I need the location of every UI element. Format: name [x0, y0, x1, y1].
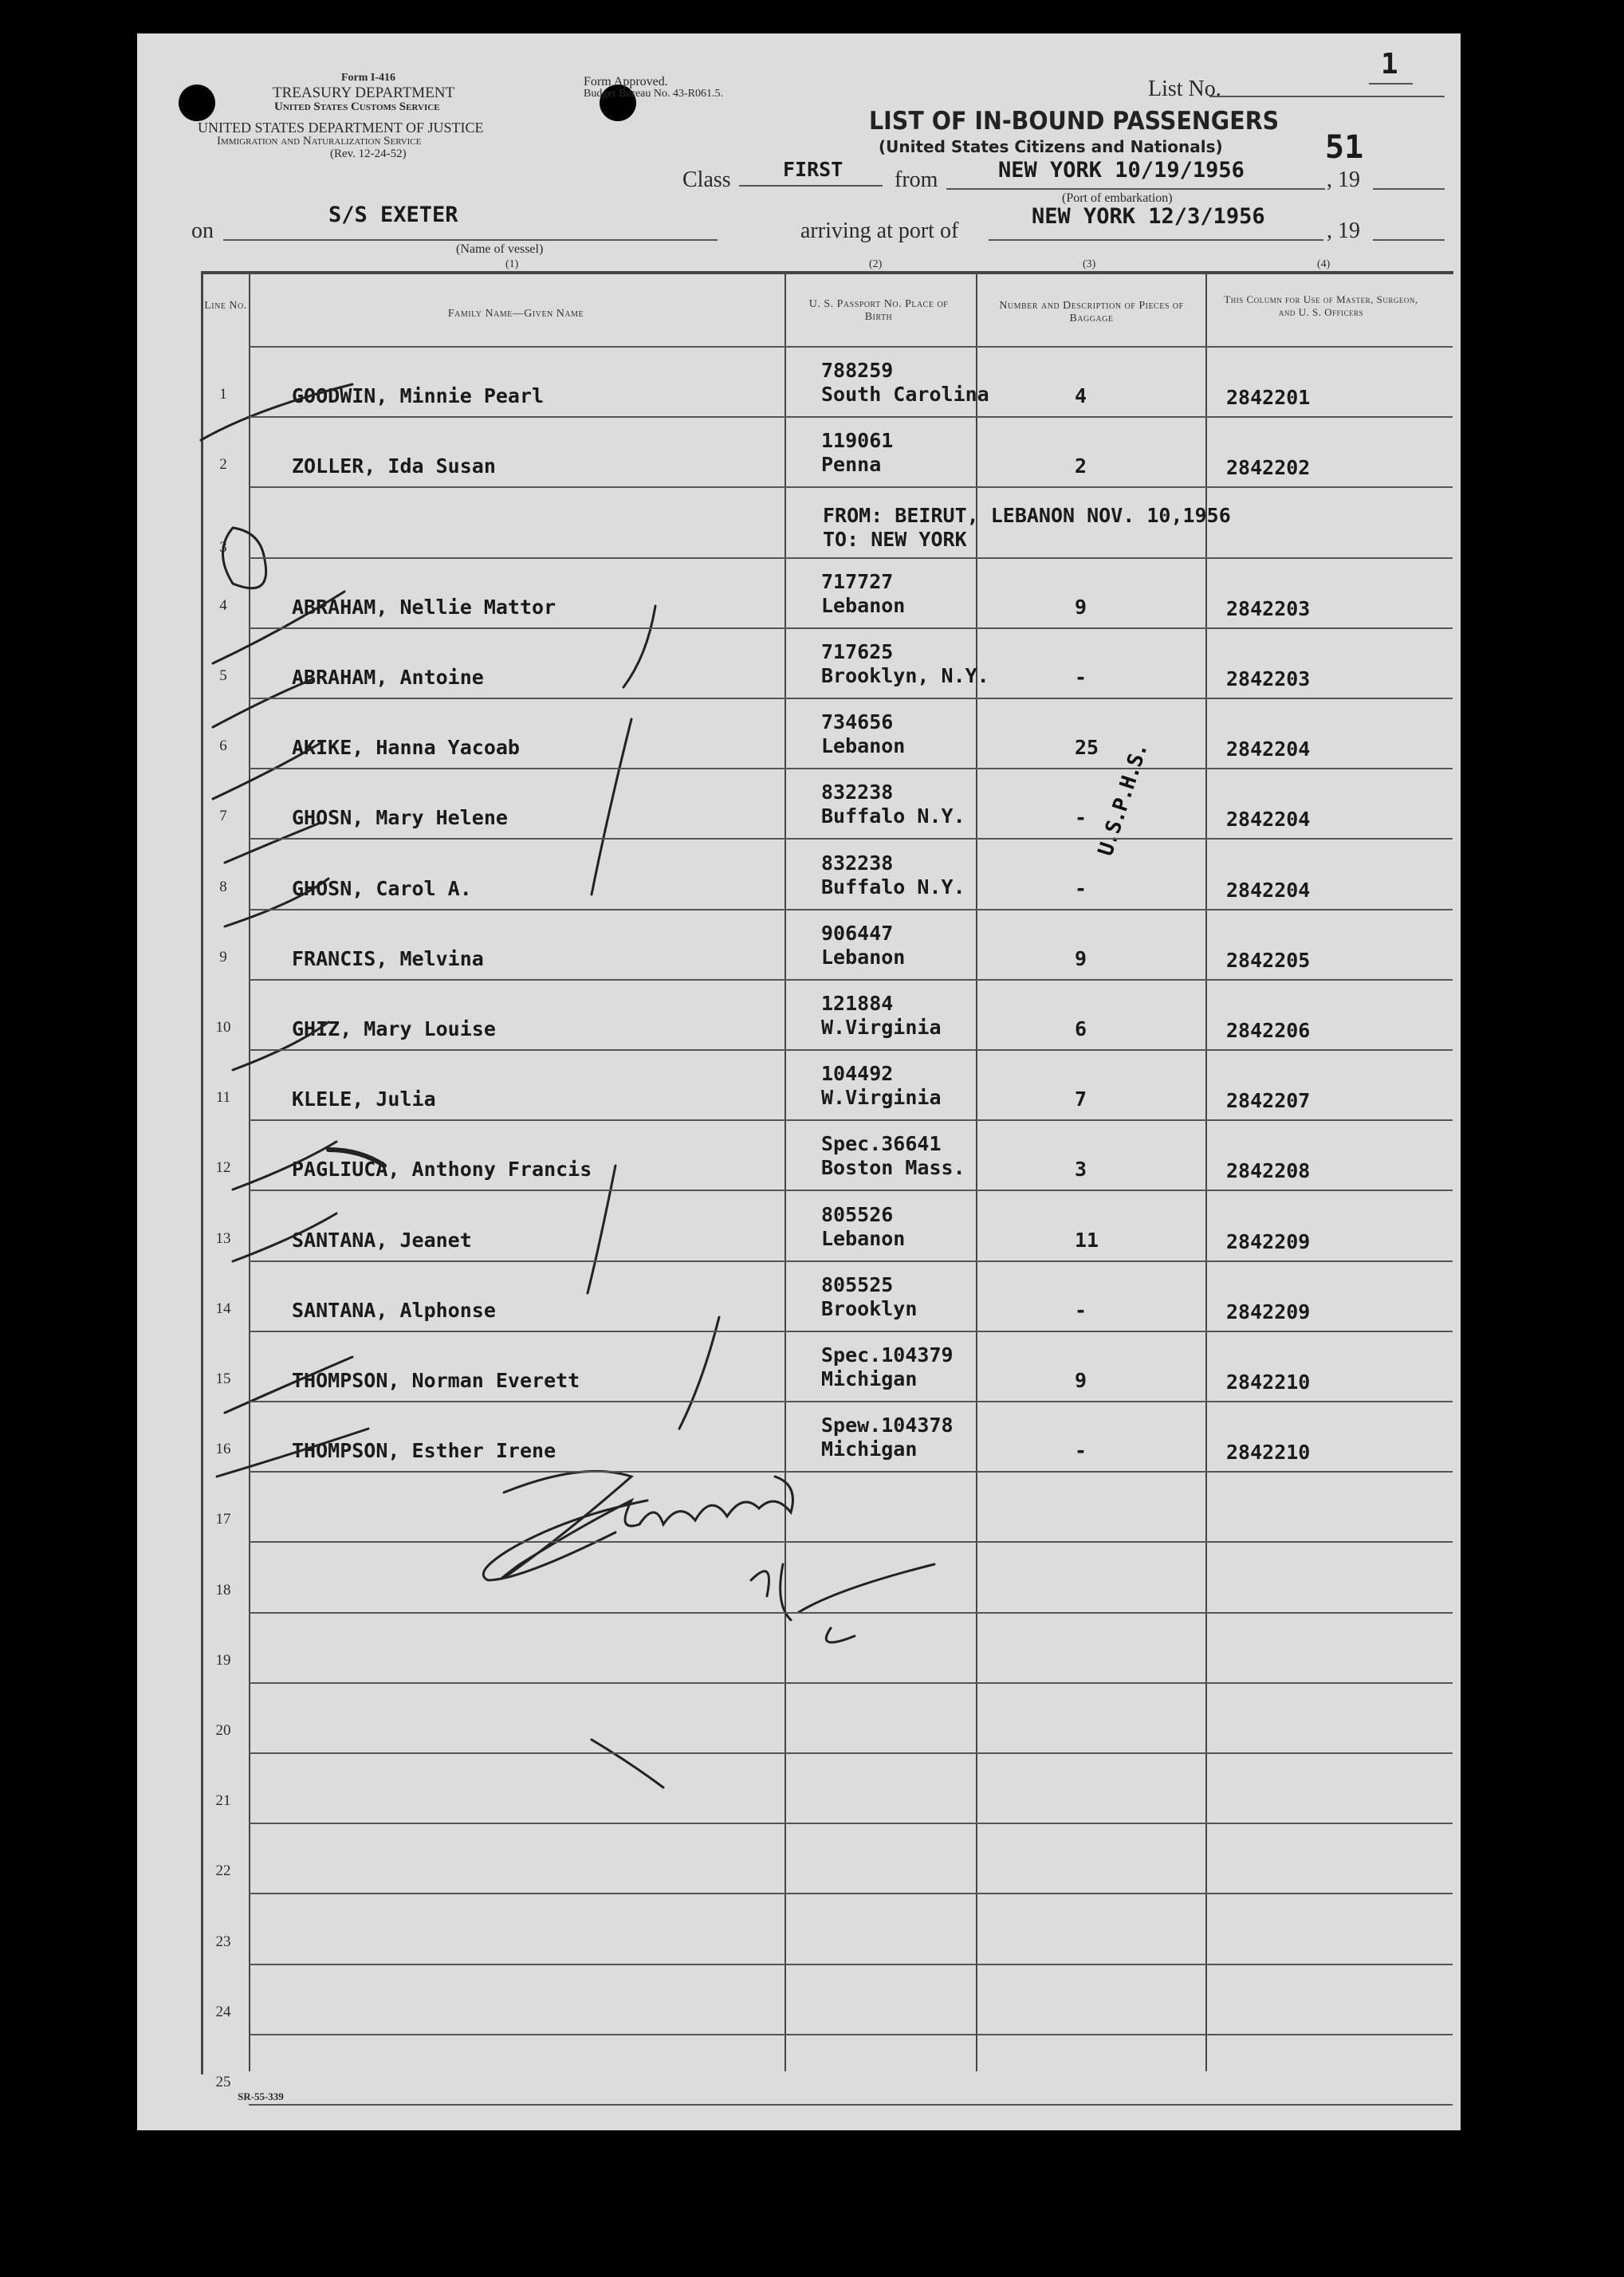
- place-of-birth: W.Virginia: [821, 1016, 942, 1039]
- passport-number: 104492: [821, 1062, 894, 1086]
- line-number: 7: [219, 808, 227, 825]
- row-rule: [249, 1471, 1453, 1473]
- passenger-name: AKIKE, Hanna Yacoab: [292, 736, 520, 760]
- passport-number: Spew.104378: [821, 1414, 954, 1437]
- passport-number: Spec.104379: [821, 1343, 954, 1367]
- column-header-baggage: Number and Description of Pieces of Baggage: [999, 300, 1184, 324]
- passenger-name: ZOLLER, Ida Susan: [292, 454, 496, 478]
- place-of-birth: Penna: [821, 453, 882, 477]
- class-label: Class: [682, 167, 731, 192]
- line-number: 23: [215, 1933, 231, 1950]
- passenger-name: ABRAHAM, Nellie Mattor: [292, 595, 556, 619]
- officer-code: 2842201: [1226, 386, 1311, 410]
- row-rule: [249, 1541, 1453, 1543]
- baggage-count: 4: [1075, 384, 1087, 408]
- column-number-1: (1): [505, 258, 519, 270]
- column-number-3: (3): [1083, 258, 1096, 270]
- line-number: 2: [219, 456, 227, 474]
- line-number: 19: [215, 1651, 231, 1669]
- column-header-officers: This Column for Use of Master, Surgeon, and U. S. Officers: [1224, 293, 1418, 318]
- customs-service: United States Customs Service: [274, 100, 440, 113]
- line-number: 14: [215, 1300, 231, 1317]
- baggage-count: 2: [1075, 454, 1087, 478]
- officer-code: 2842209: [1226, 1229, 1311, 1253]
- row-rule: [249, 1682, 1453, 1684]
- passport-number: 717727: [821, 569, 894, 593]
- column-header-name: Family Name—Given Name: [447, 308, 584, 320]
- row-rule: [249, 416, 1453, 418]
- line-number-3: 3: [219, 539, 227, 556]
- baggage-count: 11: [1075, 1228, 1099, 1252]
- route-from: FROM: BEIRUT, LEBANON NOV. 10,1956: [823, 504, 1231, 527]
- vessel-name: S/S EXETER: [328, 203, 458, 227]
- treasury-department: TREASURY DEPARTMENT: [273, 85, 455, 101]
- column-header-passport: U. S. Passport No. Place of Birth: [808, 298, 949, 323]
- baggage-count: -: [1075, 1298, 1087, 1322]
- row-rule: [249, 1049, 1453, 1051]
- row-rule: [249, 627, 1453, 629]
- place-of-birth: Brooklyn: [821, 1296, 918, 1320]
- baggage-count: 3: [1075, 1158, 1087, 1182]
- passenger-name: SANTANA, Alphonse: [292, 1298, 496, 1322]
- baggage-count: 6: [1075, 1017, 1087, 1040]
- officer-code: 2842203: [1226, 667, 1311, 690]
- form-approved: Form Approved.: [584, 75, 668, 88]
- baggage-count: -: [1075, 806, 1087, 830]
- column-header-line-no: Line No.: [204, 300, 247, 312]
- arriving-label: arriving at port of: [800, 218, 959, 243]
- row-rule: [249, 909, 1453, 910]
- passenger-name: FRANCIS, Melvina: [292, 946, 484, 970]
- place-of-birth: Michigan: [821, 1437, 918, 1461]
- line-number: 1: [219, 386, 227, 403]
- officer-code: 2842204: [1226, 878, 1311, 902]
- passport-number: 832238: [821, 851, 894, 875]
- list-no-label: List No.: [1148, 77, 1221, 101]
- officer-code: 2842206: [1226, 1019, 1311, 1042]
- row-rule: [249, 1331, 1453, 1332]
- line-number: 16: [215, 1441, 231, 1458]
- officer-code: 2842203: [1226, 596, 1311, 620]
- line-number: 10: [215, 1019, 231, 1036]
- line-number: 5: [219, 667, 227, 684]
- passenger-name: THOMPSON, Esther Irene: [292, 1439, 556, 1463]
- list-number: 51: [1325, 129, 1364, 166]
- place-of-birth: South Carolina: [821, 383, 989, 407]
- passport-number: Spec.36641: [821, 1132, 942, 1156]
- officer-code: 2842204: [1226, 808, 1311, 832]
- passenger-list-sheet: [137, 33, 1461, 2130]
- passport-number: 734656: [821, 710, 894, 734]
- class-value: FIRST: [783, 158, 843, 181]
- passenger-name: GOODWIN, Minnie Pearl: [292, 384, 545, 408]
- line-number: 18: [215, 1581, 231, 1599]
- row-rule: [249, 1119, 1453, 1121]
- column-number-4: (4): [1317, 258, 1331, 270]
- baggage-count: 25: [1075, 736, 1099, 760]
- officer-code: 2842209: [1226, 1300, 1311, 1323]
- baggage-count: 9: [1075, 1369, 1087, 1392]
- passenger-name: PAGLIUCA, Anthony Francis: [292, 1158, 592, 1182]
- row-rule: [249, 1260, 1453, 1262]
- passenger-name: GHIZ, Mary Louise: [292, 1017, 496, 1040]
- place-of-birth: Buffalo N.Y.: [821, 804, 965, 828]
- form-number: Form I-416: [341, 72, 396, 84]
- place-of-birth: Buffalo N.Y.: [821, 875, 965, 899]
- baggage-count: 9: [1075, 946, 1087, 970]
- line-number: 20: [215, 1722, 231, 1739]
- passport-number: 832238: [821, 781, 894, 804]
- place-of-birth: Lebanon: [821, 734, 906, 758]
- line-number: 22: [215, 1862, 231, 1880]
- officer-code: 2842210: [1226, 1371, 1311, 1394]
- on-label: on: [191, 218, 214, 243]
- baggage-count: 7: [1075, 1087, 1087, 1111]
- row-rule: [249, 2034, 1453, 2035]
- passenger-name: SANTANA, Jeanet: [292, 1228, 472, 1252]
- baggage-count: -: [1075, 876, 1087, 900]
- form-subtitle: (United States Citizens and Nationals): [879, 137, 1223, 156]
- punch-hole-left: [179, 85, 215, 121]
- passport-number: 805525: [821, 1272, 894, 1296]
- passenger-name: ABRAHAM, Antoine: [292, 666, 484, 689]
- row-rule: [249, 1964, 1453, 1965]
- row-rule: [249, 979, 1453, 981]
- line-number: 12: [215, 1159, 231, 1177]
- form-revision: (Rev. 12-24-52): [330, 147, 407, 160]
- passenger-name: KLELE, Julia: [292, 1087, 436, 1111]
- baggage-count: 9: [1075, 595, 1087, 619]
- line-number: 6: [219, 737, 227, 755]
- row-rule: [249, 557, 1453, 559]
- officer-code: 2842207: [1226, 1089, 1311, 1113]
- passport-number: 788259: [821, 359, 894, 383]
- passport-number: 906447: [821, 921, 894, 945]
- line-number: 21: [215, 1792, 231, 1810]
- row-rule: [249, 1823, 1453, 1824]
- vessel-name-label: (Name of vessel): [456, 242, 544, 256]
- place-of-birth: Lebanon: [821, 593, 906, 617]
- from-label: from: [895, 167, 938, 192]
- passport-number: 121884: [821, 992, 894, 1015]
- from-value: NEW YORK 10/19/1956: [998, 158, 1245, 183]
- line-number: 17: [215, 1511, 231, 1528]
- year-label-2: , 19: [1327, 218, 1360, 243]
- officer-code: 2842208: [1226, 1159, 1311, 1183]
- officer-code: 2842210: [1226, 1441, 1311, 1465]
- row-rule: [249, 1893, 1453, 1894]
- row-rule: [249, 1190, 1453, 1191]
- baggage-count: -: [1075, 666, 1087, 689]
- passport-number: 805526: [821, 1202, 894, 1226]
- embarkation-label: (Port of embarkation): [1062, 191, 1173, 205]
- passenger-name: GHOSN, Mary Helene: [292, 806, 508, 830]
- baggage-count: -: [1075, 1439, 1087, 1463]
- line-number: 4: [219, 596, 227, 614]
- passenger-name: THOMPSON, Norman Everett: [292, 1369, 580, 1392]
- place-of-birth: Brooklyn, N.Y.: [821, 664, 989, 687]
- row-rule: [249, 1612, 1453, 1614]
- passport-number: 119061: [821, 429, 894, 453]
- row-rule: [249, 486, 1453, 488]
- officer-code: 2842204: [1226, 737, 1311, 761]
- row-rule: [249, 1752, 1453, 1754]
- officer-code: 2842205: [1226, 948, 1311, 972]
- passenger-name: GHOSN, Carol A.: [292, 876, 472, 900]
- row-rule: [249, 838, 1453, 840]
- health-service-stamp: U.S.P.H.S.: [1094, 740, 1153, 859]
- row-rule: [249, 698, 1453, 699]
- row-rule: [249, 2104, 1453, 2106]
- line-number: 13: [215, 1229, 231, 1247]
- budget-bureau: Budget Bureau No. 43-R061.5.: [584, 88, 723, 100]
- form-title: LIST OF IN-BOUND PASSENGERS: [869, 107, 1280, 136]
- department-of-justice: UNITED STATES DEPARTMENT OF JUSTICE: [198, 120, 484, 136]
- line-number: 15: [215, 1371, 231, 1387]
- officer-code: 2842202: [1226, 456, 1311, 480]
- place-of-birth: Michigan: [821, 1367, 918, 1390]
- line-number: 25: [215, 2074, 231, 2090]
- row-rule: [249, 1401, 1453, 1402]
- form-footer-code: SR-55-339: [238, 2090, 284, 2102]
- line-number: 8: [219, 878, 227, 895]
- place-of-birth: W.Virginia: [821, 1086, 942, 1110]
- arriving-value: NEW YORK 12/3/1956: [1032, 204, 1265, 229]
- place-of-birth: Lebanon: [821, 1226, 906, 1250]
- immigration-service: Immigration and Naturalization Service: [217, 135, 422, 147]
- line-number: 24: [215, 2003, 231, 2020]
- year-label-1: , 19: [1327, 167, 1360, 192]
- line-number: 11: [215, 1089, 231, 1107]
- line-number: 9: [219, 948, 227, 965]
- place-of-birth: Boston Mass.: [821, 1156, 965, 1180]
- row-rule: [249, 768, 1453, 769]
- passport-number: 717625: [821, 640, 894, 663]
- place-of-birth: Lebanon: [821, 945, 906, 969]
- column-number-2: (2): [869, 258, 883, 270]
- page-number: 1: [1381, 48, 1398, 81]
- route-to: TO: NEW YORK: [823, 528, 967, 551]
